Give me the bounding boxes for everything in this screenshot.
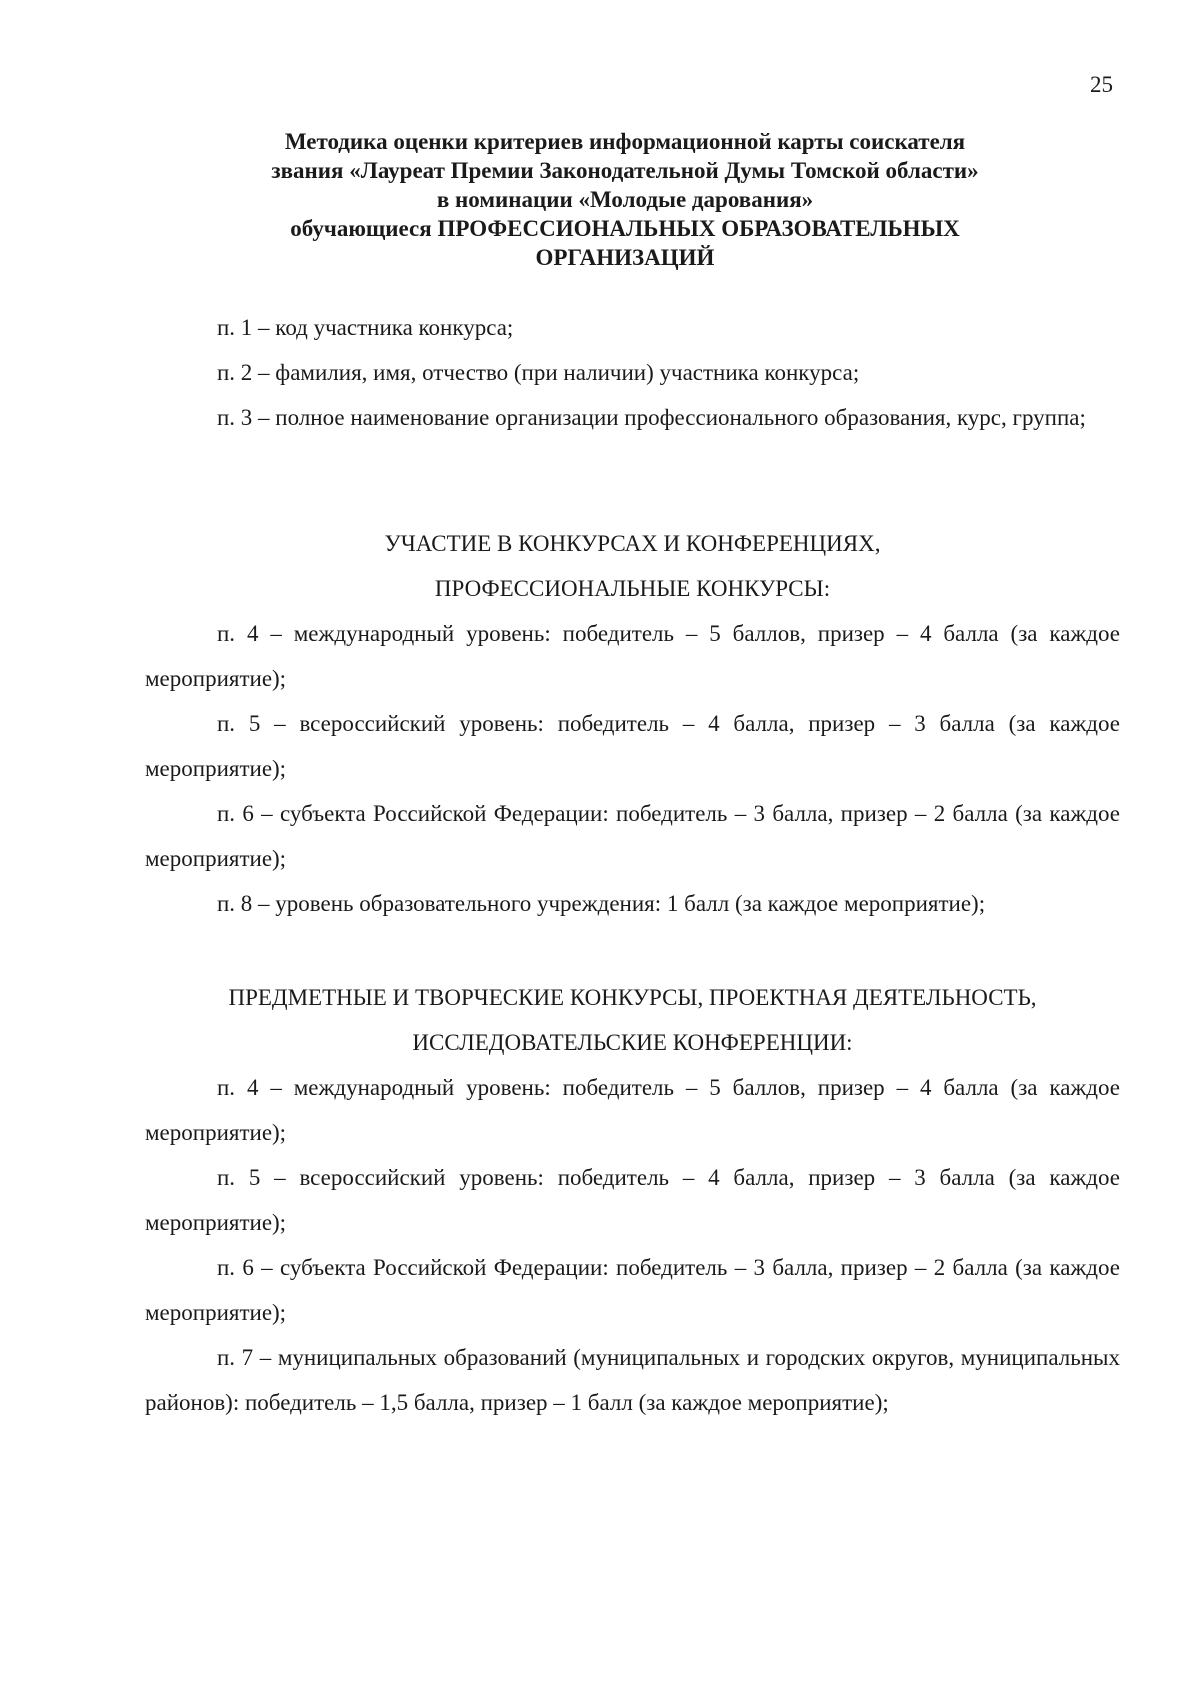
- criterion-item: п. 5 – всероссийский уровень: победитель – 4 балла, призер – 3 балла (за каждое мероприятие);: [145, 711, 1120, 781]
- criterion-item: п. 6 – субъекта Российской Федерации: победитель – 3 балла, призер – 2 балла (за каждое мероприятие);: [145, 1255, 1120, 1325]
- criterion-item: п. 4 – международный уровень: победитель – 5 баллов, призер – 4 балла (за каждое мероприятие);: [145, 621, 1120, 691]
- criterion-item: п. 5 – всероссийский уровень: победитель – 4 балла, призер – 3 балла (за каждое мероприятие);: [145, 1165, 1120, 1235]
- section-heading: ИССЛЕДОВАТЕЛЬСКИЕ КОНФЕРЕНЦИИ:: [412, 1030, 853, 1055]
- intro-block: [145, 305, 1120, 440]
- page-number: 25: [1090, 72, 1113, 97]
- criterion-item: п. 3 – полное наименование организации профессионального образования, курс, группа;: [217, 405, 1086, 430]
- criterion-item: п. 4 – международный уровень: победитель – 5 баллов, призер – 4 балла (за каждое мероприятие);: [145, 1075, 1120, 1145]
- subject-contests-section: [145, 975, 1120, 1425]
- title-line: в номинации «Молодые дарования»: [436, 187, 814, 212]
- criterion-item: п. 8 – уровень образовательного учреждения: 1 балл (за каждое мероприятие);: [217, 891, 986, 916]
- section-heading: ПРОФЕССИОНАЛЬНЫЕ КОНКУРСЫ:: [434, 576, 831, 601]
- professional-contests-section: [145, 521, 1120, 926]
- title-line: ОРГАНИЗАЦИЙ: [535, 245, 715, 270]
- section-heading: ПРЕДМЕТНЫЕ И ТВОРЧЕСКИЕ КОНКУРСЫ, ПРОЕКТНАЯ ДЕЯТЕЛЬНОСТЬ,: [228, 985, 1037, 1010]
- title-line: обучающиеся ПРОФЕССИОНАЛЬНЫХ ОБРАЗОВАТЕЛЬНЫХ: [290, 216, 960, 241]
- title-line: звания «Лауреат Премии Законодательной Думы Томской области»: [271, 158, 979, 183]
- criterion-item: п. 7 – муниципальных образований (муниципальных и городских округов, муниципальных районов): победитель – 1,5 балла, призер – 1 балл (за каждое мероприятие);: [145, 1345, 1120, 1415]
- title-line: Методика оценки критериев информационной карты соискателя: [284, 129, 966, 154]
- document-title: [200, 127, 1050, 272]
- criterion-item: п. 2 – фамилия, имя, отчество (при наличии) участника конкурса;: [217, 360, 860, 385]
- section-heading: УЧАСТИЕ В КОНКУРСАХ И КОНФЕРЕНЦИЯХ,: [384, 531, 881, 556]
- criterion-item: п. 1 – код участника конкурса;: [217, 315, 514, 340]
- criterion-item: п. 6 – субъекта Российской Федерации: победитель – 3 балла, призер – 2 балла (за каждое мероприятие);: [145, 801, 1120, 871]
